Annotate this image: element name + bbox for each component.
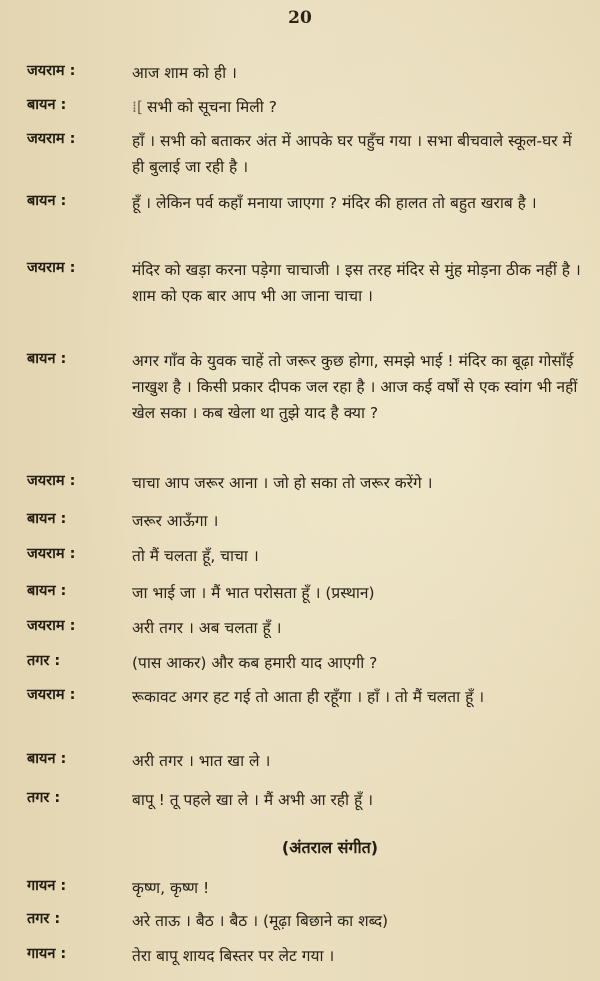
- speech-text: अगर गाँव के युवक चाहें तो जरूर कुछ होगा, समझे भाई ! मंदिर का बूढ़ा गोसाँई नाखुश है । किसी प्रकार दीपक जल रहा है । आज कई वर्षों से एक स्वांग भी नहीं खेल सका । कब खेला था तुझे याद है क्या ?: [132, 352, 578, 422]
- speaker-label: जयराम :: [27, 546, 76, 562]
- interlude-heading: [0, 836, 600, 858]
- page-number: 20: [288, 8, 312, 28]
- speech-text: मंदिर को खड़ा करना पड़ेगा चाचाजी । इस तरह मंदिर से मुंह मोड़ना ठीक नहीं है । शाम को एक बार आप भी आ जाना चाचा ।: [132, 261, 581, 305]
- speaker-label: जयराम :: [27, 473, 76, 489]
- speaker-label: जयराम :: [27, 131, 76, 147]
- speaker-label: तगर :: [27, 790, 61, 806]
- speaker-label: बायन :: [27, 751, 67, 767]
- speech-text-content: सभी को सूचना मिली ?: [146, 98, 277, 116]
- speaker-label: जयराम :: [27, 260, 76, 276]
- speaker-label: बायन :: [27, 97, 67, 113]
- speaker-label: गायन :: [27, 878, 67, 894]
- speech-text: तो मैं चलता हूँ, चाचा ।: [132, 547, 259, 565]
- speech-text: अरी तगर । भात खा ले ।: [132, 752, 271, 770]
- speaker-label: जयराम :: [27, 687, 76, 703]
- speaker-label: बायन :: [27, 511, 67, 527]
- speech-text: जा भाई जा । मैं भात परोसता हूँ । (प्रस्थान): [132, 584, 375, 602]
- interlude-text: (अंतराल संगीत): [281, 838, 379, 857]
- bracket-mark: ⁞[: [132, 98, 143, 116]
- speech-text: [132, 94, 582, 120]
- speaker-label: जयराम :: [27, 63, 76, 79]
- speech-text: तेरा बापू शायद बिस्तर पर लेट गया ।: [132, 947, 335, 965]
- speech-text: जरूर आऊँगा ।: [132, 512, 219, 530]
- speech-text: हाँ । सभी को बताकर अंत में आपके घर पहुँच गया । सभा बीचवाले स्कूल-घर में ही बुलाई जा रही है ।: [132, 132, 572, 176]
- speech-text: कृष्ण, कृष्ण !: [132, 879, 210, 897]
- speech-text: चाचा आप जरूर आना । जो हो सका तो जरूर करेंगे ।: [132, 474, 433, 492]
- speech-text: आज शाम को ही ।: [132, 64, 237, 82]
- speech-text: हूँ । लेकिन पर्व कहाँ मनाया जाएगा ? मंदिर की हालत तो बहुत खराब है ।: [132, 194, 537, 212]
- speaker-label: गायन :: [27, 946, 67, 962]
- speech-text: रूकावट अगर हट गई तो आता ही रहूँगा । हाँ । तो मैं चलता हूँ ।: [132, 688, 485, 706]
- speaker-label: जयराम :: [27, 618, 76, 634]
- speech-text: अरे ताऊ । बैठ । बैठ । (मूढ़ा बिछाने का शब्द): [132, 912, 389, 930]
- speaker-label: तगर :: [27, 911, 61, 927]
- speech-text: (पास आकर) और कब हमारी याद आएगी ?: [132, 654, 378, 672]
- speaker-label: तगर :: [27, 653, 61, 669]
- speech-text: बापू ! तू पहले खा ले । मैं अभी आ रही हूँ ।: [132, 791, 374, 809]
- speaker-label: बायन :: [27, 351, 67, 367]
- speaker-label: बायन :: [27, 583, 67, 599]
- speech-text: अरी तगर । अब चलता हूँ ।: [132, 619, 282, 637]
- speaker-label: बायन :: [27, 193, 67, 209]
